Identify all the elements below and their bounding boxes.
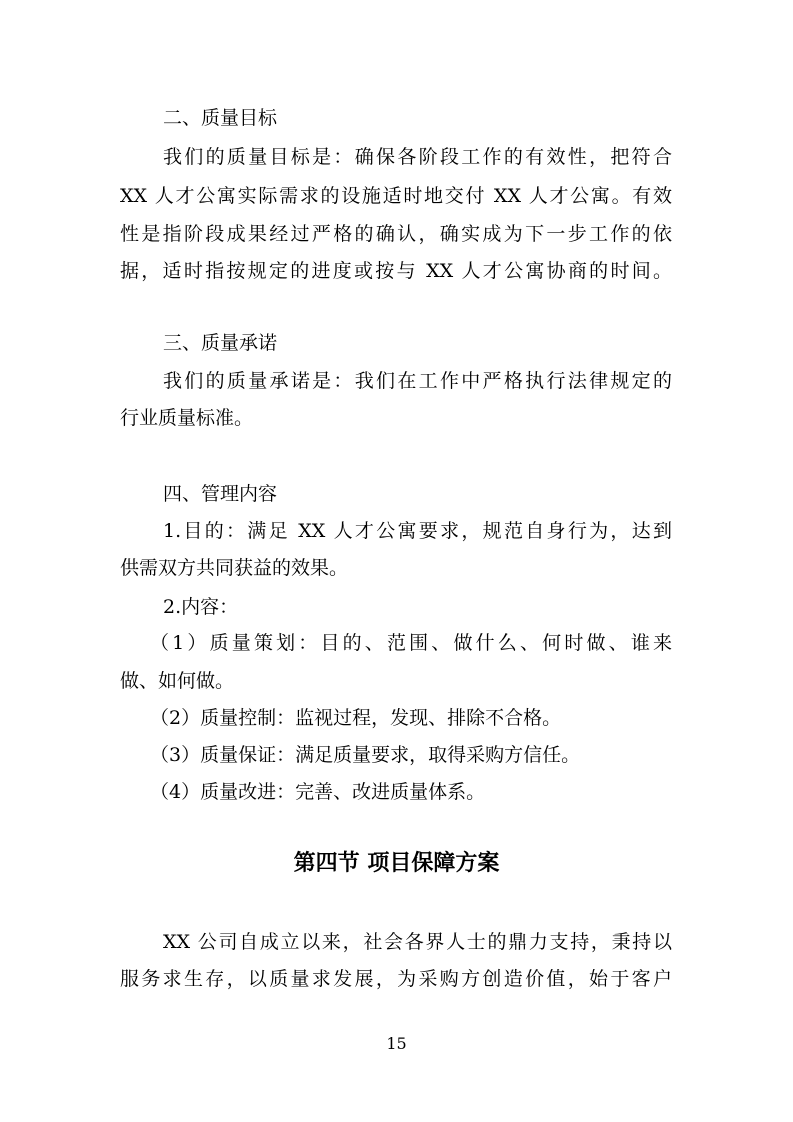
- paragraph-line: 性是指阶段成果经过严格的确认，确实成为下一步工作的依: [120, 223, 672, 245]
- paragraph-line: 供需双方共同获益的效果。: [120, 557, 349, 579]
- list-item: （2）质量控制：监视过程，发现、排除不合格。: [150, 707, 562, 729]
- section-heading-management-content: 四、管理内容: [163, 483, 278, 505]
- section-title: 第四节 项目保障方案: [293, 851, 500, 876]
- paragraph-line: 我们的质量目标是：确保各阶段工作的有效性，把符合: [163, 146, 672, 168]
- paragraph-line: XX 公司自成立以来，社会各界人士的鼎力支持，秉持以: [163, 931, 672, 953]
- list-item: 做、如何做。: [120, 670, 235, 692]
- list-item: （4）质量改进：完善、改进质量体系。: [150, 781, 486, 803]
- paragraph-line: 服务求生存，以质量求发展，为采购方创造价值，始于客户: [120, 968, 672, 990]
- paragraph-line: 1.目的：满足 XX 人才公寓要求，规范自身行为，达到: [163, 520, 672, 542]
- content-label: 2.内容：: [163, 596, 239, 618]
- paragraph-line: 行业质量标准。: [120, 407, 254, 429]
- list-item: （3）质量保证：满足质量要求，取得采购方信任。: [150, 744, 581, 766]
- section-heading-quality-commitment: 三、质量承诺: [163, 332, 278, 354]
- paragraph-line: 我们的质量承诺是：我们在工作中严格执行法律规定的: [163, 370, 672, 392]
- page-number: 15: [386, 1034, 407, 1053]
- paragraph-line: XX 人才公寓实际需求的设施适时地交付 XX 人才公寓。有效: [120, 185, 672, 207]
- paragraph-line: 据，适时指按规定的进度或按与 XX 人才公寓协商的时间。: [120, 260, 672, 282]
- list-item: （1）质量策划：目的、范围、做什么、何时做、谁来: [150, 632, 672, 654]
- section-heading-quality-goal: 二、质量目标: [163, 107, 278, 129]
